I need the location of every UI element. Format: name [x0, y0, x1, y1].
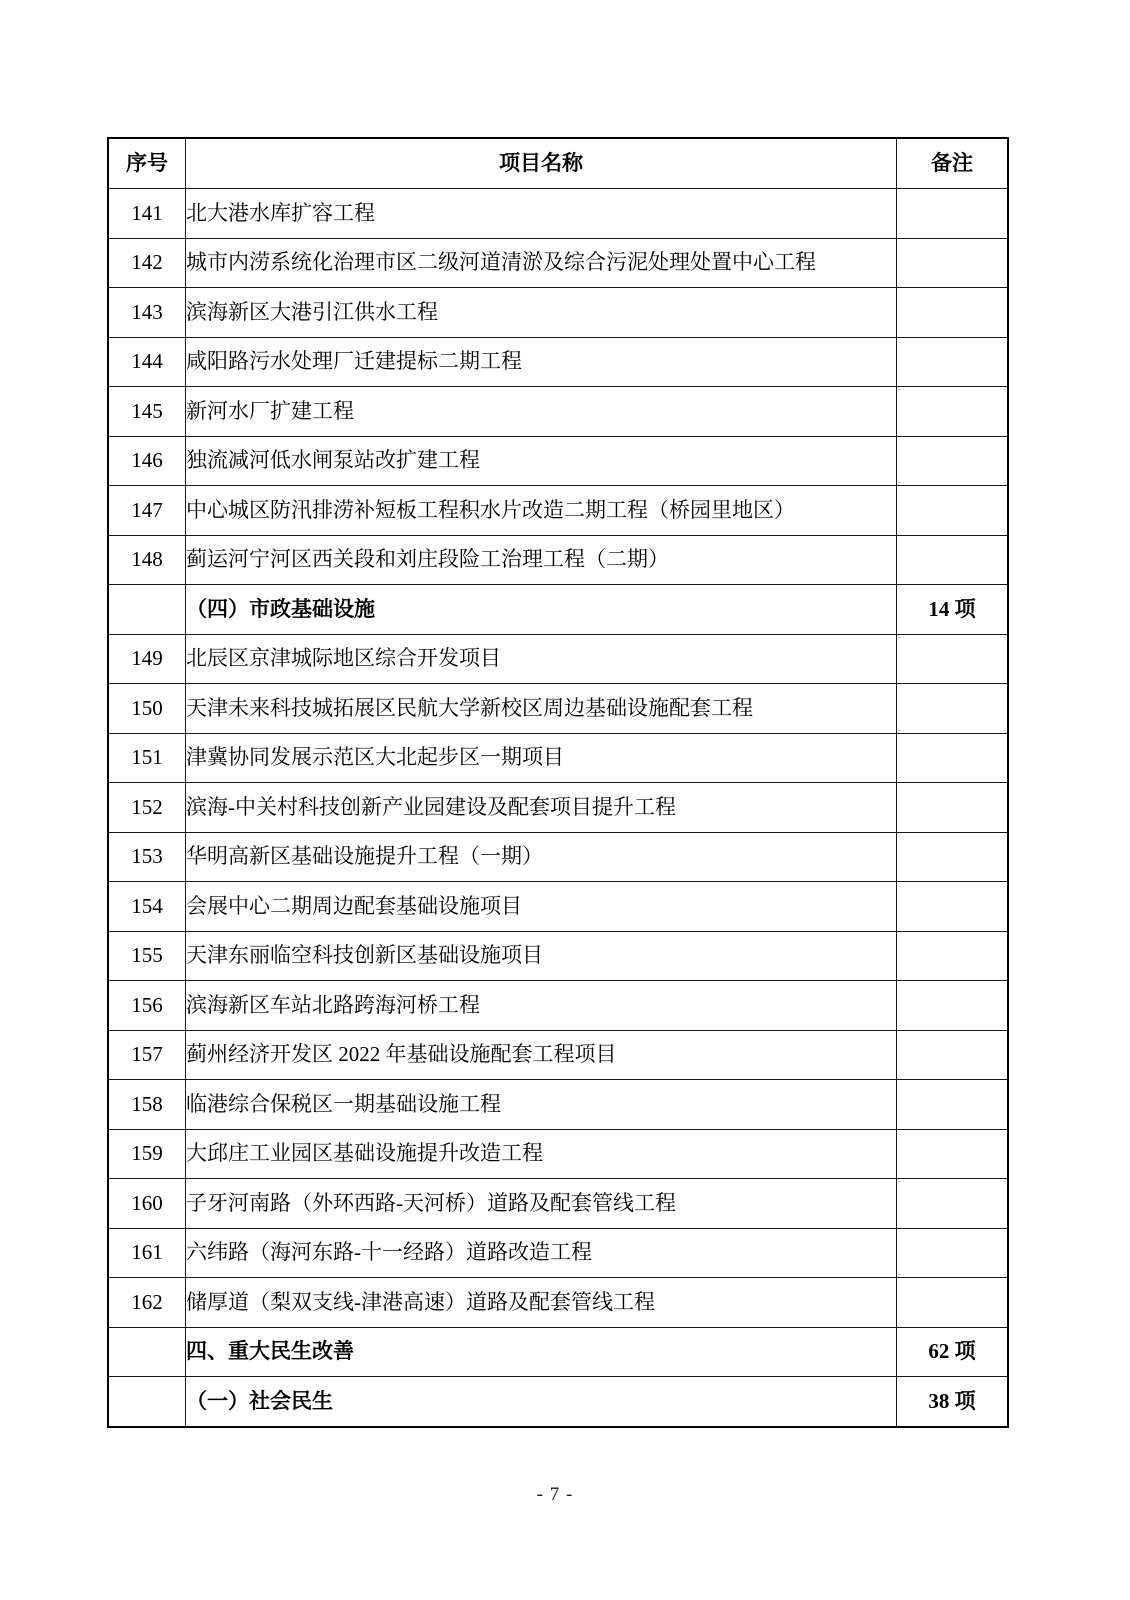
cell-project-name: 滨海新区大港引江供水工程 — [186, 288, 897, 338]
cell-project-name: （四）市政基础设施 — [186, 585, 897, 635]
cell-project-name: 咸阳路污水处理厂迁建提标二期工程 — [186, 337, 897, 387]
cell-remark — [897, 486, 1009, 536]
header-row — [108, 138, 1008, 189]
cell-remark — [897, 1080, 1009, 1130]
cell-index: 153 — [108, 832, 186, 882]
cell-project-name: 城市内涝系统化治理市区二级河道清淤及综合污泥处理处置中心工程 — [186, 238, 897, 288]
table-row — [108, 733, 1008, 783]
table-row — [108, 535, 1008, 585]
project-table — [107, 137, 1009, 1428]
cell-index: 160 — [108, 1179, 186, 1229]
table-header — [108, 138, 1008, 189]
cell-index: 154 — [108, 882, 186, 932]
table-row — [108, 1179, 1008, 1229]
cell-project-name: 会展中心二期周边配套基础设施项目 — [186, 882, 897, 932]
table-row — [108, 436, 1008, 486]
cell-remark — [897, 535, 1009, 585]
page-number: - 7 - — [536, 1484, 574, 1505]
cell-project-name: 子牙河南路（外环西路-天河桥）道路及配套管线工程 — [186, 1179, 897, 1229]
table-row — [108, 486, 1008, 536]
cell-remark — [897, 931, 1009, 981]
cell-project-name: 天津未来科技城拓展区民航大学新校区周边基础设施配套工程 — [186, 684, 897, 734]
cell-remark — [897, 684, 1009, 734]
header-cell-remark: 备注 — [897, 138, 1009, 189]
cell-remark — [897, 882, 1009, 932]
cell-remark: 14 项 — [897, 585, 1009, 635]
table-row — [108, 634, 1008, 684]
cell-index: 142 — [108, 238, 186, 288]
cell-project-name: 津冀协同发展示范区大北起步区一期项目 — [186, 733, 897, 783]
cell-index: 148 — [108, 535, 186, 585]
table-row — [108, 1030, 1008, 1080]
cell-index: 141 — [108, 189, 186, 239]
table-row — [108, 288, 1008, 338]
table-body — [108, 189, 1008, 1427]
cell-remark — [897, 733, 1009, 783]
cell-index: 157 — [108, 1030, 186, 1080]
table-row — [108, 585, 1008, 635]
header-cell-index: 序号 — [108, 138, 186, 189]
cell-project-name: 天津东丽临空科技创新区基础设施项目 — [186, 931, 897, 981]
cell-project-name: 六纬路（海河东路-十一经路）道路改造工程 — [186, 1228, 897, 1278]
cell-project-name: 大邱庄工业园区基础设施提升改造工程 — [186, 1129, 897, 1179]
cell-remark — [897, 1278, 1009, 1328]
cell-project-name: 临港综合保税区一期基础设施工程 — [186, 1080, 897, 1130]
table-row — [108, 783, 1008, 833]
cell-index — [108, 1377, 186, 1427]
cell-index: 143 — [108, 288, 186, 338]
table-row — [108, 1377, 1008, 1427]
cell-remark — [897, 832, 1009, 882]
table-row — [108, 832, 1008, 882]
cell-project-name: （一）社会民生 — [186, 1377, 897, 1427]
cell-index: 145 — [108, 387, 186, 437]
cell-project-name: 独流减河低水闸泵站改扩建工程 — [186, 436, 897, 486]
cell-remark — [897, 1129, 1009, 1179]
cell-remark — [897, 634, 1009, 684]
header-cell-project-name: 项目名称 — [186, 138, 897, 189]
cell-index: 146 — [108, 436, 186, 486]
cell-index: 149 — [108, 634, 186, 684]
cell-remark — [897, 1030, 1009, 1080]
cell-index: 159 — [108, 1129, 186, 1179]
cell-project-name: 北辰区京津城际地区综合开发项目 — [186, 634, 897, 684]
cell-project-name: 储厚道（梨双支线-津港高速）道路及配套管线工程 — [186, 1278, 897, 1328]
table-row — [108, 882, 1008, 932]
cell-remark — [897, 288, 1009, 338]
table-row — [108, 1228, 1008, 1278]
cell-remark — [897, 1228, 1009, 1278]
cell-project-name: 中心城区防汛排涝补短板工程积水片改造二期工程（桥园里地区） — [186, 486, 897, 536]
cell-index: 156 — [108, 981, 186, 1031]
cell-remark: 38 项 — [897, 1377, 1009, 1427]
cell-remark — [897, 981, 1009, 1031]
table-row — [108, 1129, 1008, 1179]
cell-index: 150 — [108, 684, 186, 734]
table-row — [108, 189, 1008, 239]
table-row — [108, 387, 1008, 437]
cell-index: 158 — [108, 1080, 186, 1130]
cell-project-name: 新河水厂扩建工程 — [186, 387, 897, 437]
cell-index: 151 — [108, 733, 186, 783]
table-row — [108, 684, 1008, 734]
table-row — [108, 337, 1008, 387]
table-row — [108, 1080, 1008, 1130]
cell-index: 144 — [108, 337, 186, 387]
cell-project-name: 华明高新区基础设施提升工程（一期） — [186, 832, 897, 882]
table-row — [108, 238, 1008, 288]
cell-remark — [897, 436, 1009, 486]
cell-project-name: 滨海-中关村科技创新产业园建设及配套项目提升工程 — [186, 783, 897, 833]
cell-remark — [897, 783, 1009, 833]
cell-index: 155 — [108, 931, 186, 981]
cell-index: 147 — [108, 486, 186, 536]
cell-remark — [897, 1179, 1009, 1229]
cell-project-name: 北大港水库扩容工程 — [186, 189, 897, 239]
cell-index: 162 — [108, 1278, 186, 1328]
table-row — [108, 1278, 1008, 1328]
cell-index — [108, 585, 186, 635]
cell-project-name: 四、重大民生改善 — [186, 1327, 897, 1377]
cell-remark — [897, 387, 1009, 437]
cell-project-name: 蓟运河宁河区西关段和刘庄段险工治理工程（二期） — [186, 535, 897, 585]
cell-index: 161 — [108, 1228, 186, 1278]
table-row — [108, 981, 1008, 1031]
cell-remark — [897, 238, 1009, 288]
cell-remark: 62 项 — [897, 1327, 1009, 1377]
cell-project-name: 蓟州经济开发区 2022 年基础设施配套工程项目 — [186, 1030, 897, 1080]
cell-index: 152 — [108, 783, 186, 833]
table-row — [108, 1327, 1008, 1377]
table-row — [108, 931, 1008, 981]
cell-remark — [897, 337, 1009, 387]
cell-index — [108, 1327, 186, 1377]
cell-remark — [897, 189, 1009, 239]
cell-project-name: 滨海新区车站北路跨海河桥工程 — [186, 981, 897, 1031]
